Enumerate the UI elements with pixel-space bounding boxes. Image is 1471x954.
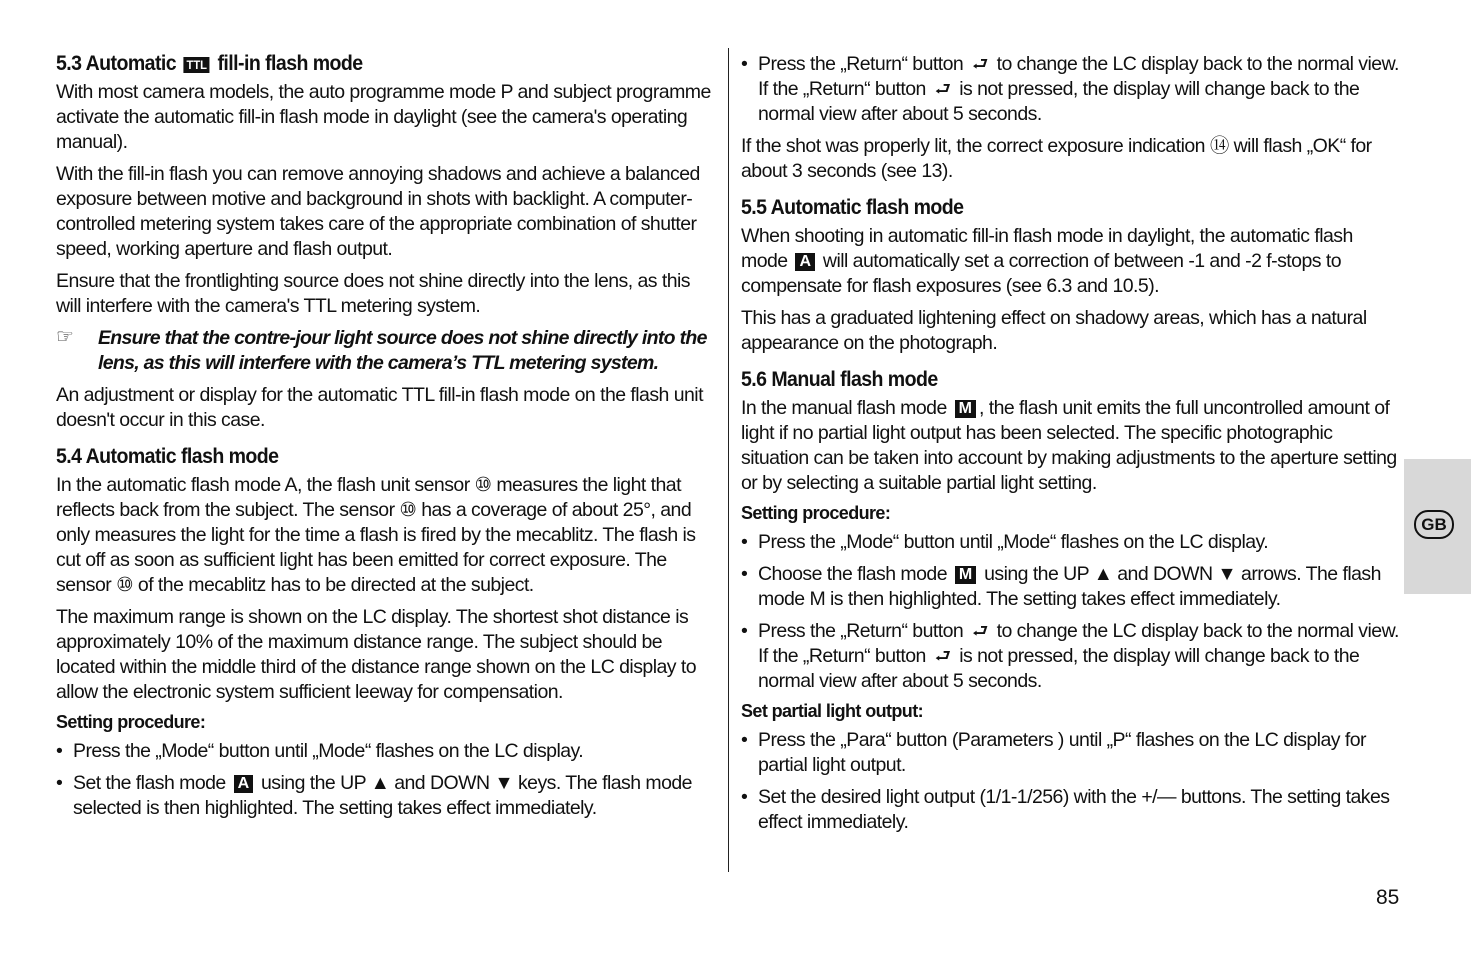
paragraph: In the automatic flash mode A, the flash unit sensor ⑩ measures the light that reflects back from the subject. The sensor ⑩ has a coverage of about 25°, and only measures the light for the time a flash is fired by the mecablitz. The flash is cut off as soon as sufficient light has been emitted for correct exposure. The sensor ⑩ of the mecablitz has to be directed at the subject.	[56, 474, 696, 596]
column-divider	[728, 48, 729, 872]
paragraph: In the manual flash mode M , the flash unit emits the full uncontrolled amount of light if no partial light output has been selected. The specific photographic situation can be taken into account by making adjustments to the aperture setting or by selecting a suitable partial light setting.	[741, 397, 1397, 494]
paragraph: Ensure that the frontlighting source does not shine directly into the lens, as this will interfere with the camera's TTL metering system.	[56, 270, 690, 317]
list-item: • Press the „Para“ button (Parameters ) until „P“ flashes on the LC display for partial light output.	[741, 729, 1366, 776]
list-item: • Press the „Mode“ button until „Mode“ flashes on the LC display.	[741, 531, 1269, 553]
language-tab	[1404, 459, 1471, 594]
return-button-icon: ⮐	[934, 79, 951, 99]
paragraph: When shooting in automatic fill-in flash mode in daylight, the automatic flash mode A will automatically set a correction of between -1 and -2 f-stops to compensate for flash exposures (see 6.3 and 10.5).	[741, 225, 1353, 297]
paragraph: With the fill-in flash you can remove annoying shadows and achieve a balanced exposure between motive and background in shots with backlight. A computer-controlled metering system takes care of the appropriate combination of shutter speed, working aperture and flash output.	[56, 163, 700, 260]
ttl-mode-icon: TTL	[184, 57, 210, 73]
return-button-icon: ⮐	[934, 646, 951, 666]
section-5-3-heading: 5.3 Automatic TTL fill-in flash mode	[56, 52, 363, 75]
section-5-5-heading: 5.5 Automatic flash mode	[741, 196, 964, 219]
paragraph: The maximum range is shown on the LC display. The shortest shot distance is approximately 10% of the maximum distance range. The subject should be located within the middle third of the distance range shown on the LC display to allow the electronic system sufficient leeway for compensation.	[56, 606, 696, 703]
section-5-4-heading: 5.4 Automatic flash mode	[56, 445, 279, 468]
list-item: • Set the desired light output (1/1-1/256) with the +/— buttons. The setting takes effect immediately.	[741, 786, 1390, 833]
left-column	[56, 52, 716, 828]
list-item: • Press the „Mode“ button until „Mode“ flashes on the LC display.	[56, 740, 584, 762]
list-item: • Press the „Return“ button ⮐ to change the LC display back to the normal view. If the „Return“ button ⮐ is not pressed, the display will change back to the normal view after about 5 seconds.	[741, 620, 1399, 692]
partial-light-heading: Set partial light output:	[741, 701, 923, 721]
list-item: • Set the flash mode A using the UP ▲ and DOWN ▼ keys. The flash mode selected is then highlighted. The setting takes effect immediately.	[56, 772, 692, 819]
paragraph: An adjustment or display for the automatic TTL fill-in flash mode on the flash unit doesn't occur in this case.	[56, 384, 703, 431]
return-button-icon: ⮐	[972, 54, 988, 74]
auto-mode-icon: A	[234, 775, 254, 793]
list-item: • Press the „Return“ button ⮐ to change the LC display back to the normal view. If the „Return“ button ⮐ is not pressed, the display will change back to the normal view after about 5 seconds.	[741, 53, 1399, 125]
page-number: 85	[1376, 886, 1400, 909]
manual-mode-icon: M	[955, 566, 976, 584]
setting-procedure-heading: Setting procedure:	[56, 712, 206, 732]
language-badge: GB	[1414, 510, 1454, 539]
paragraph: If the shot was properly lit, the correct exposure indication ⑭ will flash „OK“ for about 3 seconds (see 13).	[741, 135, 1372, 182]
setting-procedure-heading: Setting procedure:	[741, 503, 891, 523]
auto-mode-icon: A	[795, 253, 815, 271]
return-button-icon: ⮐	[972, 621, 988, 641]
manual-mode-icon: M	[955, 400, 976, 418]
section-5-6-heading: 5.6 Manual flash mode	[741, 368, 938, 391]
paragraph: This has a graduated lightening effect on shadowy areas, which has a natural appearance on the photograph.	[741, 307, 1367, 354]
note: ☞ Ensure that the contre-jour light source does not shine directly into the lens, as this will interfere with the camera’s TTL metering system.	[56, 326, 707, 374]
list-item: • Choose the flash mode M using the UP ▲ and DOWN ▼ arrows. The flash mode M is then highlighted. The setting takes effect immediately.	[741, 563, 1381, 610]
paragraph: With most camera models, the auto programme mode P and subject programme activate the automatic fill-in flash mode in daylight (see the camera's operating manual).	[56, 81, 711, 153]
right-column	[741, 52, 1403, 842]
pointing-hand-icon: ☞	[56, 326, 74, 348]
